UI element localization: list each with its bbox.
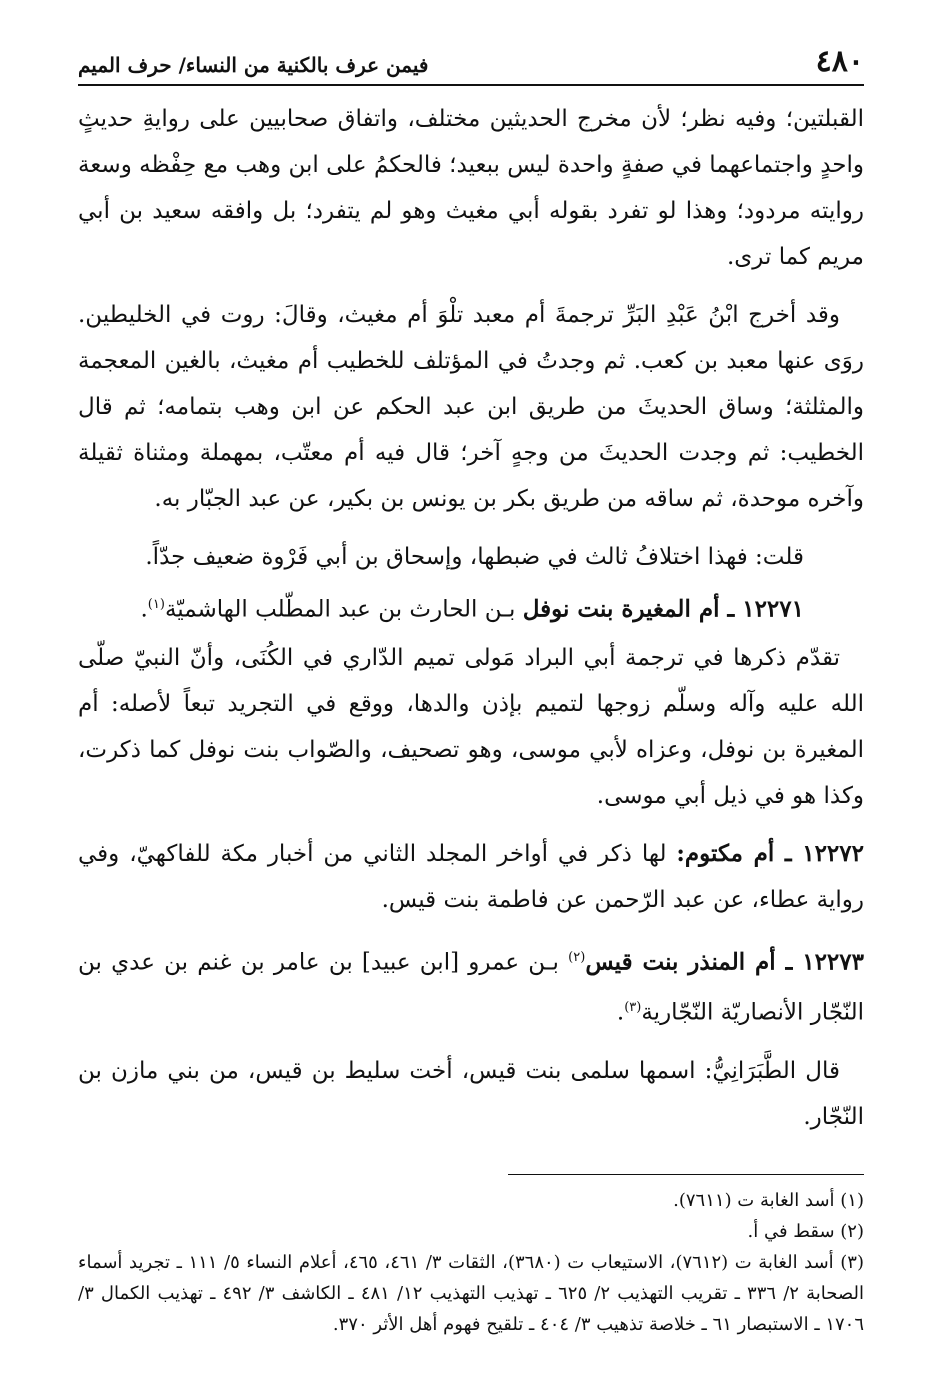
entry-heading-rest: بـن الحارث بن عبد المطّلب الهاشميّة xyxy=(164,596,523,623)
entry-heading-end: . xyxy=(140,596,148,623)
page-number: ٤٨٠ xyxy=(806,44,864,80)
entry-heading-end: . xyxy=(616,999,625,1026)
footnote-marker: (٢) xyxy=(568,949,586,965)
paragraph: القبلتين؛ وفيه نظر؛ لأن مخرج الحديثين مختلف، واتفاق صحابيين على روايةِ حديثٍ واحدٍ واجتماعهما في صفةٍ واحدة ليس ببعيد؛ فالحكمُ على ابن وهب مع حِفْظه وسعة روايته مردود؛ وهذا لو تفرد بقوله أبي مغيث وهو لم يتفرد؛ بل وافقه سعيد بن أبي مريم كما ترى. xyxy=(78,106,864,270)
footnotes xyxy=(78,1185,864,1340)
footnote-divider xyxy=(508,1174,864,1175)
document-page xyxy=(78,44,864,1340)
paragraph: قلت: فهذا اختلافُ ثالث في ضبطها، وإسحاق بن أبي فَرْوة ضعيف جدّاً. xyxy=(145,544,804,570)
entry-text: لها ذكر في أواخر المجلد الثاني من أخبار مكة للفاكهيّ، وفي رواية عطاء، عن عبد الرّحمن عن فاطمة بنت قيس. xyxy=(78,840,864,913)
entry-paragraph xyxy=(78,935,864,1036)
paragraph: وقد أخرج ابْنُ عَبْدِ البَرِّ ترجمةَ أم معبد تلْوَ أم مغيث، وقالَ: روت في الخليطين. روَى عنها معبد بن كعب. ثم وجدتُ في المؤتلف للخطيب أم مغيث، بالغين المعجمة والمثلثة؛ وساق الحديثَ من طريق ابن عبد الحكم عن ابن وهب بتمامه؛ ثم قال الخطيب: ثم وجدت الحديثَ من وجهٍ آخر؛ قال فيه أم معتّب، بمهملة ومثناة ثقيلة وآخره موحدة، ثم ساقه من طريق بكر بن يونس بن بكير، عن عبد الجبّار به. xyxy=(78,302,864,512)
entry-heading: ١٢٢٧١ ـ أم المغيرة بنت نوفل xyxy=(522,595,804,623)
footnote-marker: (٣) xyxy=(624,1000,642,1016)
entry-text: بـن عمرو [ابن عبيد] بن عامر بن غنم بن عدي بن النّجّار الأنصاريّة النّجّارية xyxy=(78,949,864,1026)
footnote: (١) أسد الغابة ت (٧٦١١). xyxy=(673,1189,864,1211)
entry-body: قال الطَّبَرَانِيُّ: اسمها سلمى بنت قيس، أخت سليط بن قيس، من بني مازن بن النّجّار. xyxy=(78,1057,864,1130)
running-title: فيمن عرف بالكنية من النساء/ حرف الميم xyxy=(78,50,438,80)
entry-heading: ١٢٢٧٣ ـ أم المنذر بنت قيس xyxy=(585,948,864,976)
footnote: (٢) سقط في أ. xyxy=(747,1220,864,1242)
footnote-marker: (١) xyxy=(147,597,165,612)
entry-paragraph xyxy=(78,831,864,923)
footnote: (٣) أسد الغابة ت (٧٦١٢)، الاستيعاب ت (٣٦٨٠)، الثقات ٣/ ٤٦١، ٤٦٥، أعلام النساء ٥/ ١١١ ـ تجريد أسماء الصحابة ٢/ ٣٣٦ ـ تقريب التهذيب ٢/ ٦٢٥ ـ تهذيب التهذيب ١٢/ ٤٨١ ـ الكاشف ٣/ ٤٩٢ ـ تهذيب الكمال ٣/ ١٧٠٦ ـ الاستبصار ٦١ ـ خلاصة تذهيب ٣/ ٤٠٤ ـ تلقيح فهوم أهل الأثر ٣٧٠. xyxy=(78,1251,864,1335)
page-header xyxy=(78,44,864,86)
entry-heading: ١٢٢٧٢ ـ أم مكتوم: xyxy=(676,839,864,867)
entry-body: تقدّم ذكرها في ترجمة أبي البراد مَولى تميم الدّاري في الكُنَى، وأنّ النبيّ صلّى الله عليه وآله وسلّم زوجها لتميم بإذن والدها، ووقع في التجريد تبعاً لأصله: أم المغيرة بن نوفل، وعزاه لأبي موسى، وهو تصحيف، والصّواب بنت نوفل كما ذكرت، وكذا هو في ذيل أبي موسى. xyxy=(78,644,864,809)
entry-heading-line xyxy=(78,582,864,633)
